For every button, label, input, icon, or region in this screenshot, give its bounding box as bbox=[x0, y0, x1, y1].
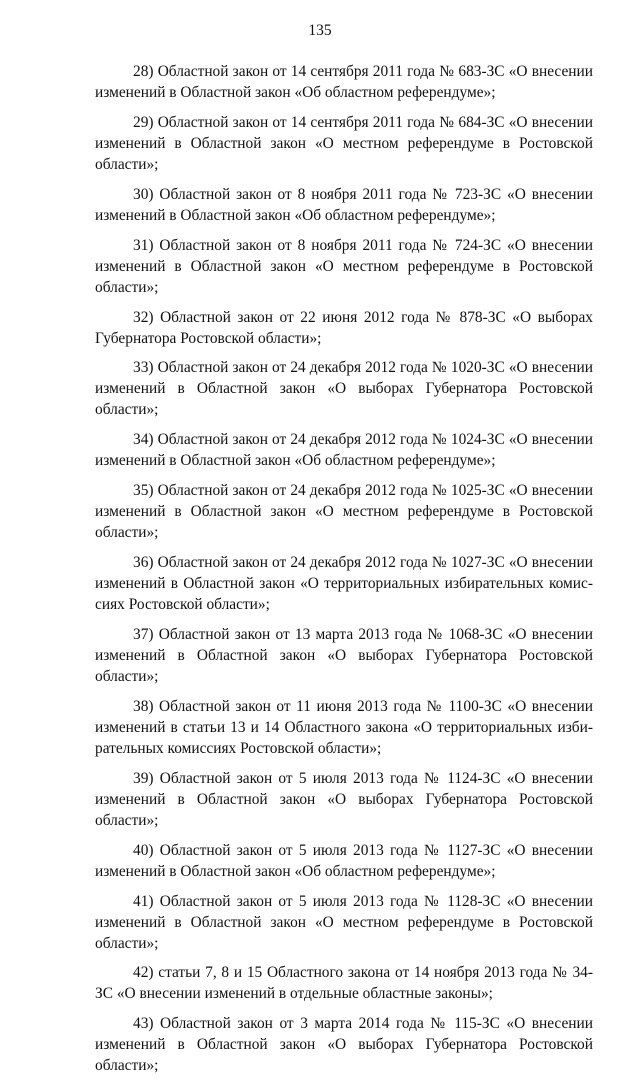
list-item-36: 36) Областной закон от 24 декабря 2012 года № 1027-ЗС «О внесении изменений в Областной закон «О территориальных избирательных комиссиях Ростовской области»; bbox=[95, 554, 593, 613]
list-item-35: 35) Областной закон от 24 декабря 2012 года № 1025-ЗС «О внесении изменений в Областной закон «О местном референдуме в Ростовской области»; bbox=[95, 482, 593, 541]
list-item-33: 33) Областной закон от 24 декабря 2012 года № 1020-ЗС «О внесении изменений в Областной закон «О выборах Губернатора Ростовской области»; bbox=[95, 359, 593, 418]
list-item-38: 38) Областной закон от 11 июня 2013 года № 1100-ЗС «О внесении изменений в статьи 13 и 14 Областного закона «О территориальных избирательных комиссиях Ростовской области»; bbox=[95, 698, 593, 757]
list-item-41: 41) Областной закон от 5 июля 2013 года № 1128-ЗС «О внесении изменений в Областной закон «О местном референдуме в Ростовской области»; bbox=[95, 893, 593, 952]
list-item-34: 34) Областной закон от 24 декабря 2012 года № 1024-ЗС «О внесении изменений в Областной закон «Об областном референдуме»; bbox=[95, 431, 593, 469]
list-item-32: 32) Областной закон от 22 июня 2012 года № 878-ЗС «О выборах Губернатора Ростовской области»; bbox=[95, 309, 593, 347]
list-item-31: 31) Областной закон от 8 ноября 2011 года № 724-ЗС «О внесении изменений в Областной закон «О местном референдуме в Ростовской области»; bbox=[95, 237, 593, 296]
list-item-30: 30) Областной закон от 8 ноября 2011 года № 723-ЗС «О внесении изменений в Областной закон «Об областном референдуме»; bbox=[95, 186, 593, 224]
list-item-42: 42) статьи 7, 8 и 15 Областного закона от 14 ноября 2013 года № 34-ЗС «О внесении изменений в отдельные областные законы»; bbox=[95, 964, 593, 1002]
list-item-43: 43) Областной закон от 3 марта 2014 года № 115-ЗС «О внесении изменений в Областной закон «О выборах Губернатора Ростовской области»; bbox=[95, 1015, 593, 1074]
list-item-39: 39) Областной закон от 5 июля 2013 года № 1124-ЗС «О внесении изменений в Областной закон «О выборах Губернатора Ростовской области»; bbox=[95, 770, 593, 829]
page-number: 135 bbox=[308, 22, 332, 39]
list-item-29: 29) Областной закон от 14 сентября 2011 года № 684-ЗС «О внесении изменений в Областной закон «О местном референдуме в Ростовской области»; bbox=[95, 114, 593, 173]
list-item-37: 37) Областной закон от 13 марта 2013 года № 1068-ЗС «О внесении изменений в Областной закон «О выборах Губернатора Ростовской области»; bbox=[95, 626, 593, 685]
list-item-40: 40) Областной закон от 5 июля 2013 года № 1127-ЗС «О внесении изменений в Областной закон «Об областном референдуме»; bbox=[95, 842, 593, 880]
list-item-28: 28) Областной закон от 14 сентября 2011 года № 683-ЗС «О внесении изменений в Областной закон «Об областном референдуме»; bbox=[95, 63, 593, 101]
law-list bbox=[95, 61, 593, 1085]
